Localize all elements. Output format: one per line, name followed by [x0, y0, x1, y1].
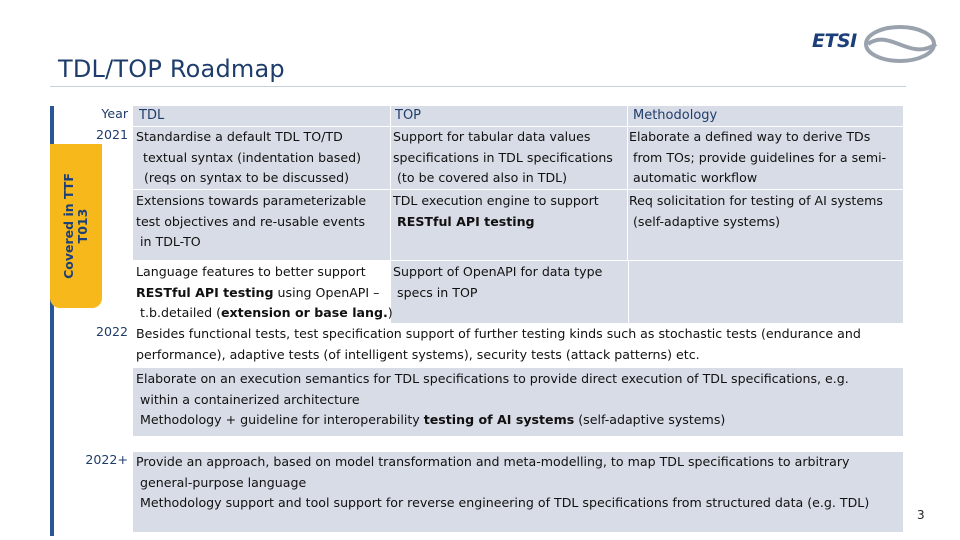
row2-methodology: Req solicitation for testing of AI systems (self-adaptive systems) — [629, 193, 883, 229]
row4-text: Besides functional tests, test specification support of further testing kinds such as stochastic tests (endurance and performance), adaptive tests (of intelligent systems), security tests (attack patterns) etc. — [136, 326, 861, 362]
header-tdl: TDL — [139, 108, 165, 123]
header-year: Year — [101, 106, 128, 121]
row3-top: Support of OpenAPI for data type specs in TOP — [393, 264, 603, 300]
header-row-bg — [133, 106, 903, 126]
header-top: TOP — [395, 108, 422, 123]
year-2022: 2022 — [95, 324, 128, 339]
page-number: 3 — [917, 508, 925, 522]
header-methodology: Methodology — [633, 108, 718, 123]
side-tab-line2: T013 — [75, 208, 90, 244]
side-tab-line1: Covered in TTF — [61, 173, 76, 279]
row1-top: Support for tabular data values specifications in TDL specifications (to be covered also in TDL) — [393, 129, 613, 185]
row6-text: Provide an approach, based on model transformation and meta-modelling, to map TDL specifications to arbitrary general-purpose language Methodology support and tool support for reverse engineering of TDL specifications from structured data (e.g. TDL) — [136, 454, 870, 510]
row1-tdl: Standardise a default TDL TO/TD textual syntax (indentation based) (reqs on syntax to be discussed) — [136, 129, 362, 185]
row2-tdl: Extensions towards parameterizable test objectives and re-usable events in TDL-TO — [136, 193, 367, 249]
col-divider — [627, 106, 628, 260]
etsi-logo — [812, 22, 938, 68]
year-2022-plus: 2022+ — [85, 452, 128, 467]
row3-tdl: Language features to better support RESTful API testing using OpenAPI – t.b.detailed (extension or base lang.) — [136, 264, 393, 320]
logo-swoosh-icon — [850, 22, 938, 68]
col-divider — [390, 106, 391, 260]
year-2021: 2021 — [95, 127, 128, 142]
title-divider — [50, 86, 906, 87]
covered-in-ttf-tab — [50, 144, 102, 308]
logo-text: ETSI — [812, 30, 857, 52]
row2-top: TDL execution engine to support RESTful API testing — [393, 193, 599, 229]
row-lang-meth-bg — [629, 261, 903, 323]
slide-title: TDL/TOP Roadmap — [58, 55, 285, 83]
row1-methodology: Elaborate a defined way to derive TDs from TOs; provide guidelines for a semi- automatic workflow — [629, 129, 887, 185]
row5-text: Elaborate on an execution semantics for TDL specifications to provide direct execution of TDL specifications, e.g. within a containerized architecture Methodology + guideline for interoperability testing of AI systems (self-adaptive systems) — [136, 371, 849, 427]
